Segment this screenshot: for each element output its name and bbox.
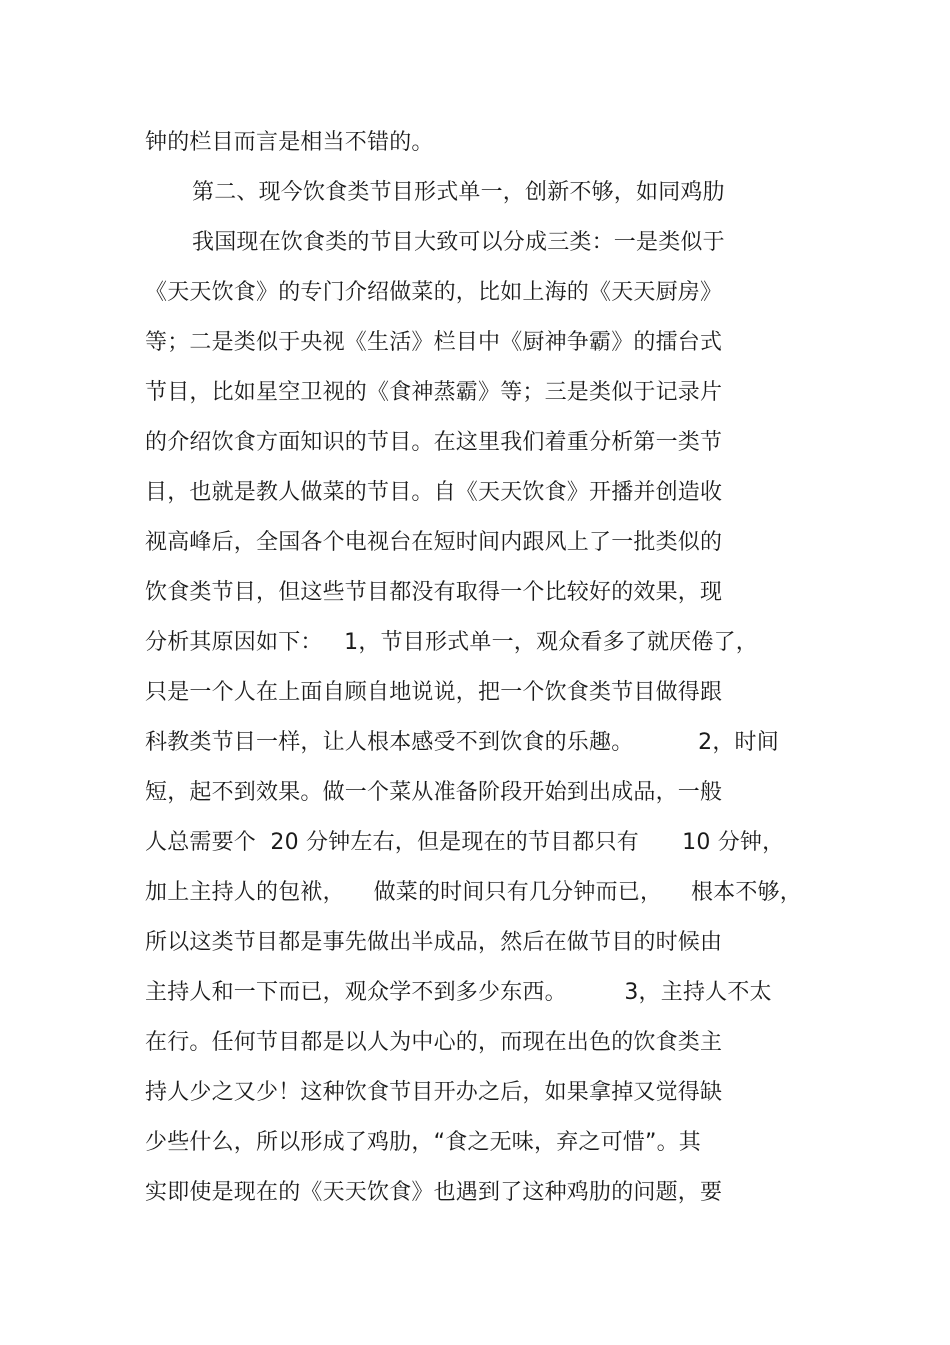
text-line: 持人少之又少！这种饮食节目开办之后，如果拿掉又觉得缺: [145, 1080, 723, 1105]
text-line: 主持人和一下而已，观众学不到多少东西。 3，主持人不太: [145, 980, 772, 1005]
text-line: 在行。任何节目都是以人为中心的，而现在出色的饮食类主: [145, 1030, 723, 1055]
text-line: 我国现在饮食类的节目大致可以分成三类：一是类似于: [192, 230, 725, 255]
text-line: 实即使是现在的《天天饮食》也遇到了这种鸡肋的问题，要: [145, 1180, 723, 1205]
text-line: 饮食类节目，但这些节目都没有取得一个比较好的效果，现: [145, 580, 723, 605]
text-line: 加上主持人的包袱， 做菜的时间只有几分钟而已， 根本不够，: [145, 880, 802, 905]
text-line: 钟的栏目而言是相当不错的。: [145, 130, 434, 155]
text-line: 目，也就是教人做菜的节目。自《天天饮食》开播并创造收: [145, 480, 723, 505]
text-line: 人总需要个 20 分钟左右，但是现在的节目都只有 10 分钟，: [145, 830, 785, 855]
text-line: 只是一个人在上面自顾自地说说，把一个饮食类节目做得跟: [145, 680, 723, 705]
text-line: 所以这类节目都是事先做出半成品，然后在做节目的时候由: [145, 930, 723, 955]
text-line: 少些什么，所以形成了鸡肋，“食之无味，弃之可惜”。其: [145, 1130, 701, 1155]
text-line: 《天天饮食》的专门介绍做菜的，比如上海的《天天厨房》: [145, 280, 723, 305]
text-line: 节目，比如星空卫视的《食神蒸霸》等；三是类似于记录片: [145, 380, 723, 405]
text-line: 短，起不到效果。做一个菜从准备阶段开始到出成品，一般: [145, 780, 723, 805]
text-line: 分析其原因如下： 1，节目形式单一，观众看多了就厌倦了，: [145, 630, 758, 655]
section-heading: 第二、现今饮食类节目形式单一，创新不够，如同鸡肋: [192, 180, 725, 205]
text-line: 视高峰后，全国各个电视台在短时间内跟风上了一批类似的: [145, 530, 723, 555]
text-line: 的介绍饮食方面知识的节目。在这里我们着重分析第一类节: [145, 430, 723, 455]
text-line: 科教类节目一样，让人根本感受不到饮食的乐趣。 2，时间: [145, 730, 779, 755]
text-line: 等；二是类似于央视《生活》栏目中《厨神争霸》的擂台式: [145, 330, 723, 355]
